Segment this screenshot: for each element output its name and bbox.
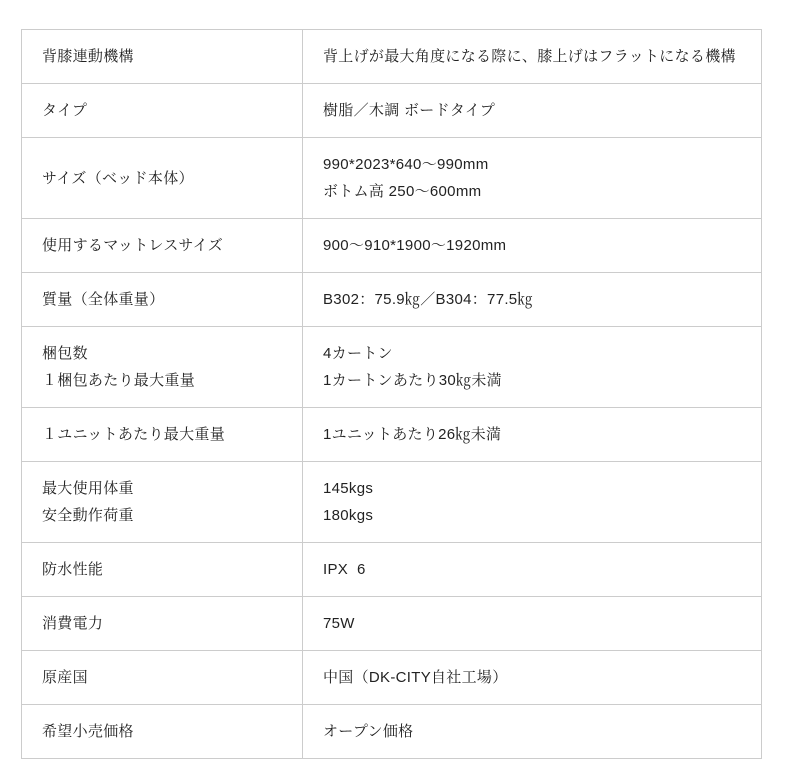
spec-label-line: 防水性能 [42, 561, 104, 578]
spec-label-line: 梱包数 [42, 345, 88, 362]
spec-value-cell [303, 30, 762, 84]
spec-value-line: 180kgs [323, 507, 374, 524]
spec-label-line: 背膝連動機構 [42, 48, 134, 65]
spec-label-line: タイプ [42, 102, 88, 119]
spec-value-cell [303, 408, 762, 462]
spec-row [22, 273, 762, 327]
spec-value-line: 樹脂／木調 ボードタイプ [323, 102, 496, 119]
spec-label-line: 消費電力 [42, 615, 104, 632]
spec-label-line: 希望小売価格 [42, 723, 134, 740]
spec-row [22, 408, 762, 462]
spec-label-line: 質量（全体重量） [42, 291, 165, 308]
spec-label-cell [22, 651, 303, 705]
spec-row [22, 219, 762, 273]
spec-label-cell [22, 327, 303, 408]
spec-value-line: ボトム高 250〜600mm [323, 183, 482, 200]
spec-value-cell [303, 597, 762, 651]
spec-value-cell [303, 219, 762, 273]
spec-row [22, 597, 762, 651]
spec-row [22, 30, 762, 84]
spec-row [22, 138, 762, 219]
spec-value-line: 900〜910*1900〜1920mm [323, 237, 507, 254]
spec-label-line: 使用するマットレスサイズ [42, 237, 224, 254]
spec-label-line: 最大使用体重 [42, 480, 134, 497]
spec-label-cell [22, 30, 303, 84]
spec-label-line: 原産国 [42, 669, 88, 686]
spec-value-line: 1ユニットあたり26㎏未満 [323, 426, 502, 443]
spec-value-line: 背上げが最大角度になる際に、膝上げはフラットになる機構 [323, 48, 736, 65]
spec-value-line: 4カートン [323, 345, 393, 362]
spec-row [22, 327, 762, 408]
spec-value-line: オープン価格 [323, 723, 414, 740]
spec-value-line: 75W [323, 615, 355, 632]
spec-label-cell [22, 84, 303, 138]
spec-label-line: 安全動作荷重 [42, 507, 134, 524]
spec-value-line: 1カートンあたり30㎏未満 [323, 372, 502, 389]
spec-value-cell [303, 705, 762, 759]
spec-label-cell [22, 597, 303, 651]
product-spec-table [21, 29, 762, 759]
spec-value-line: IPX 6 [323, 561, 366, 578]
spec-row [22, 462, 762, 543]
spec-value-cell [303, 651, 762, 705]
spec-label-line: １ユニットあたり最大重量 [42, 426, 226, 443]
spec-value-line: 990*2023*640〜990mm [323, 156, 489, 173]
spec-value-cell [303, 138, 762, 219]
spec-label-cell [22, 408, 303, 462]
spec-row [22, 705, 762, 759]
spec-value-line: 145kgs [323, 480, 374, 497]
spec-value-cell [303, 273, 762, 327]
spec-value-cell [303, 462, 762, 543]
spec-label-cell [22, 219, 303, 273]
spec-label-cell [22, 462, 303, 543]
spec-label-cell [22, 543, 303, 597]
spec-label-line: １梱包あたり最大重量 [42, 372, 196, 389]
spec-table-body [22, 30, 762, 759]
spec-row [22, 651, 762, 705]
spec-row [22, 543, 762, 597]
spec-label-cell [22, 273, 303, 327]
spec-value-cell [303, 327, 762, 408]
spec-value-cell [303, 543, 762, 597]
spec-label-cell [22, 138, 303, 219]
spec-value-cell [303, 84, 762, 138]
spec-label-cell [22, 705, 303, 759]
spec-value-line: 中国（DK-CITY自社工場） [323, 669, 508, 686]
spec-label-line: サイズ（ベッド本体） [42, 169, 194, 187]
spec-value-line: B302：75.9㎏／B304：77.5㎏ [323, 291, 533, 308]
spec-row [22, 84, 762, 138]
